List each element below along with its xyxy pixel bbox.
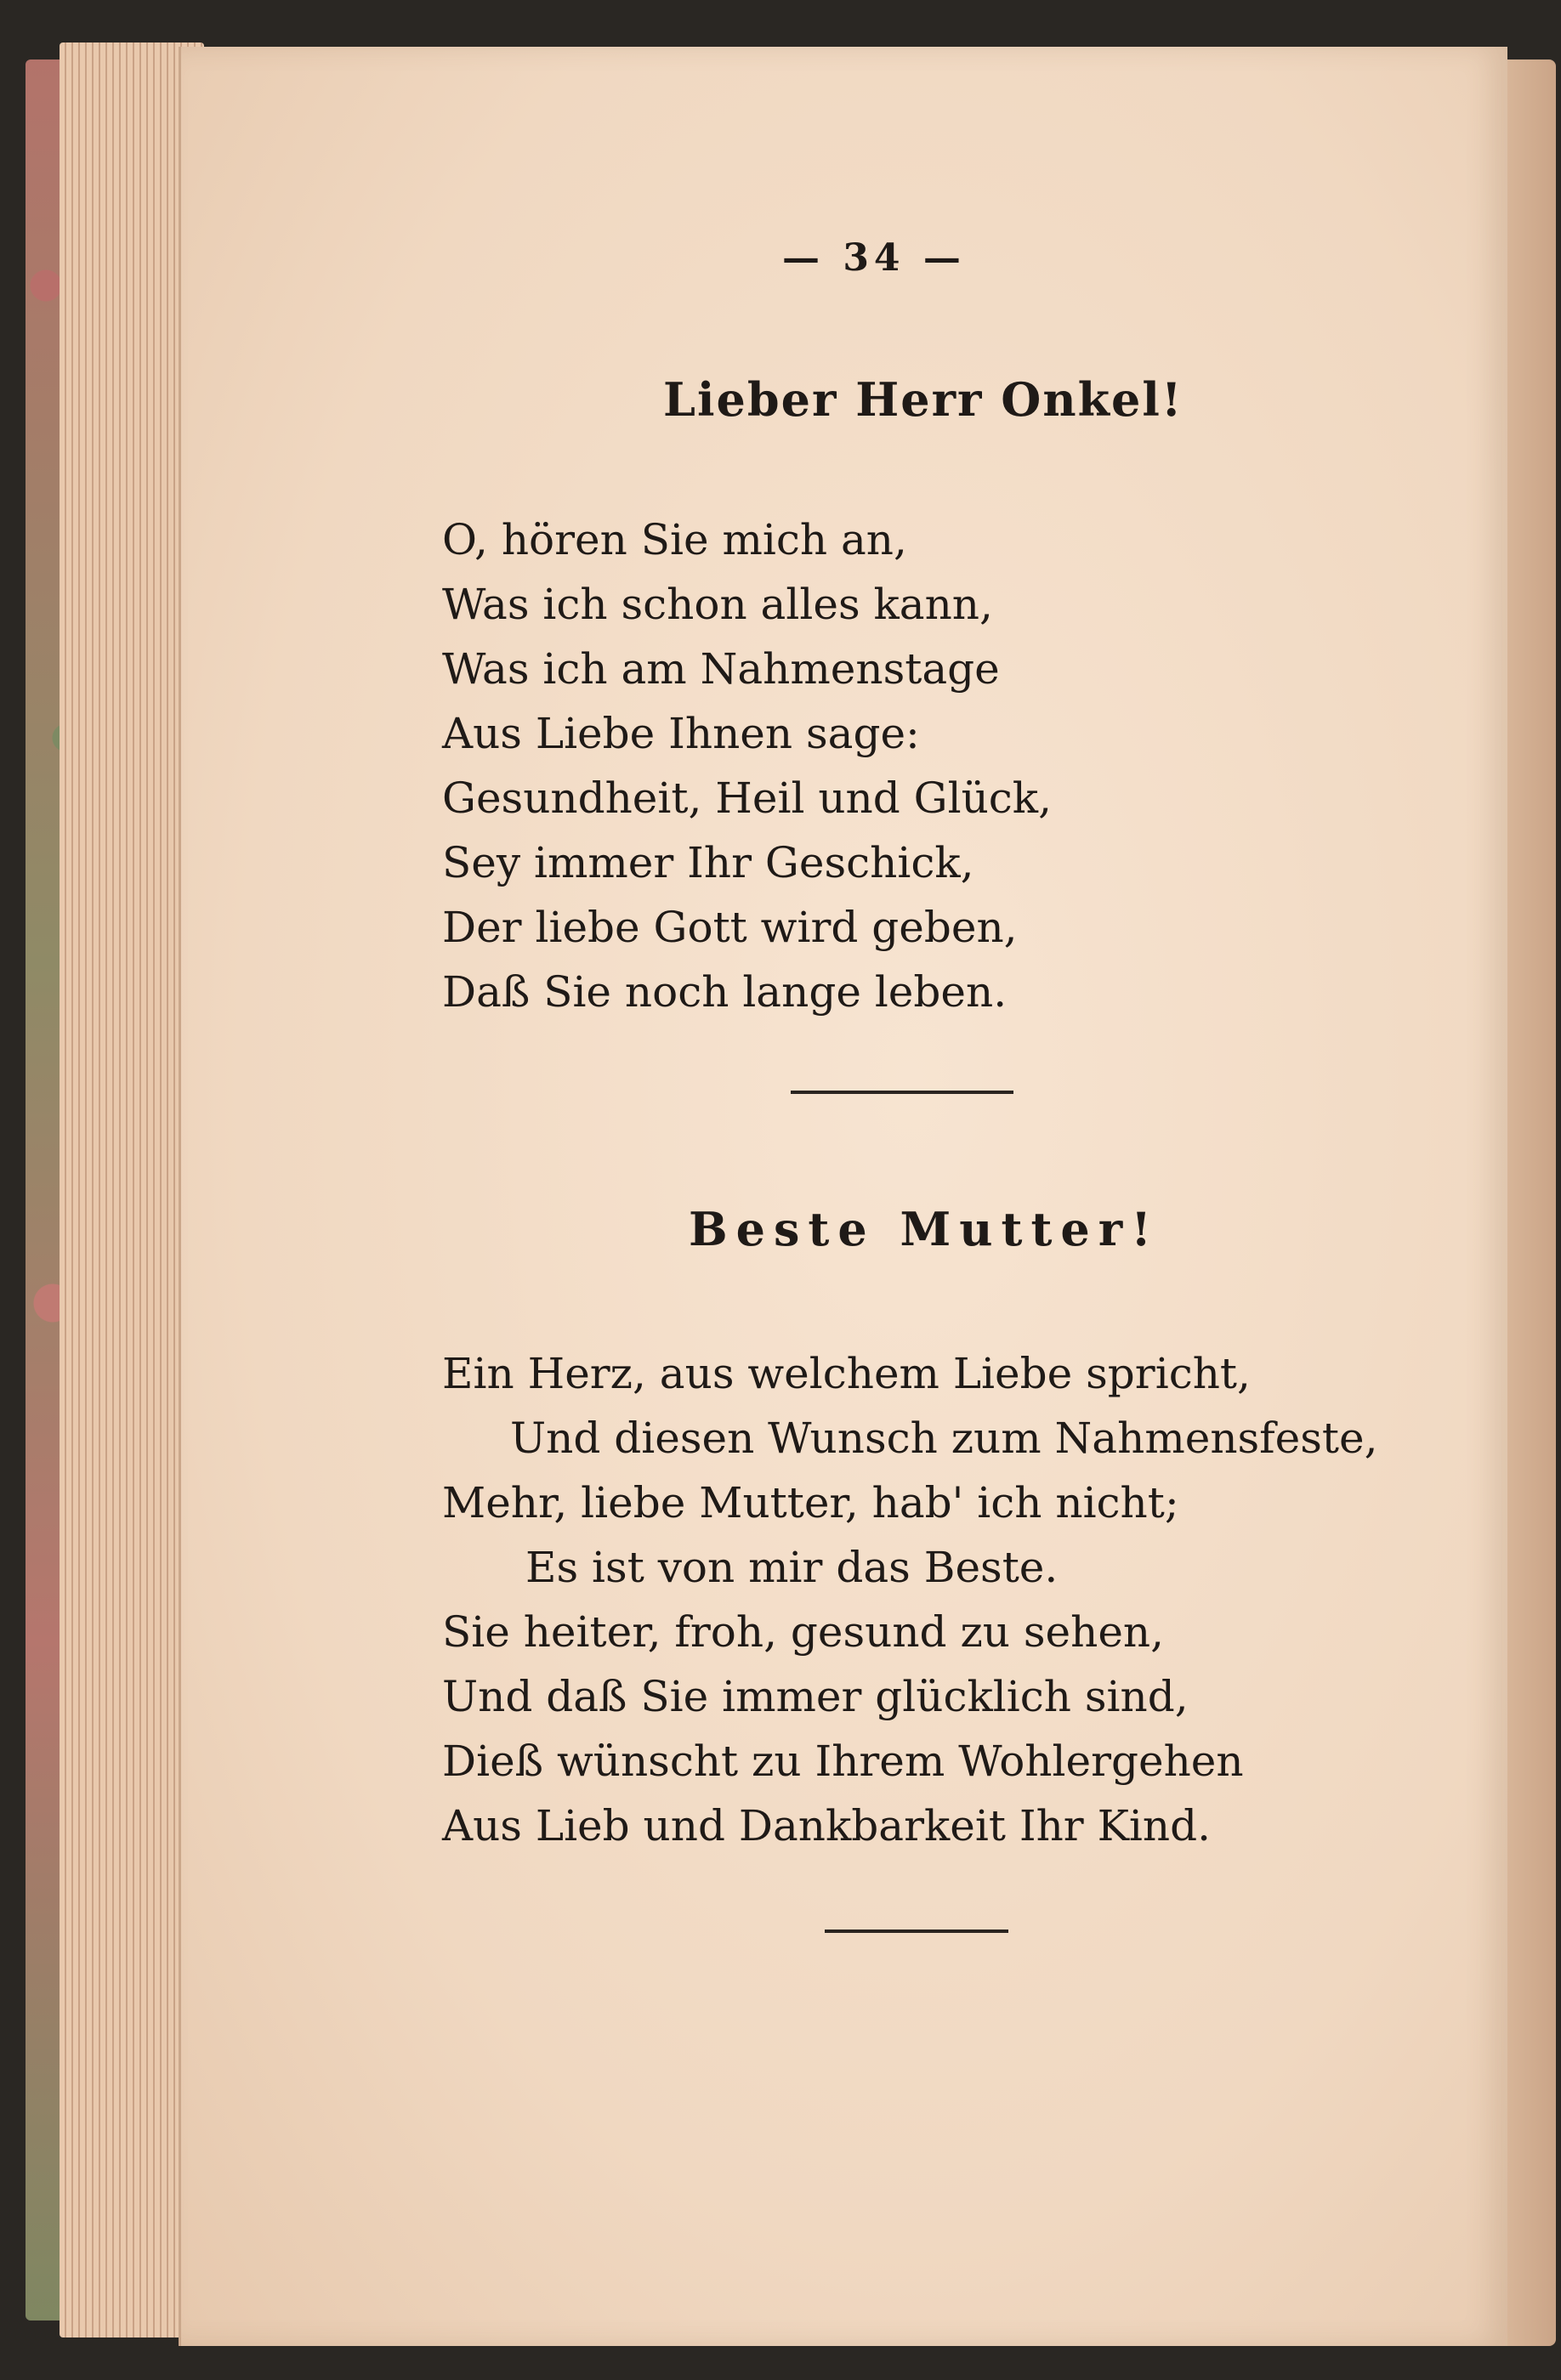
poem-1-line: O, hören Sie mich an, [442,515,907,564]
poem-1-line: Was ich schon alles kann, [442,580,993,629]
poem-1-line: Sey immer Ihr Geschick, [442,838,974,887]
poem-2-line: Ein Herz, aus welchem Liebe spricht, [442,1349,1251,1398]
poem-2-line: Sie heiter, froh, gesund zu sehen, [442,1607,1165,1657]
poem-1-line: Aus Liebe Ihnen sage: [442,709,920,758]
page-number: — 34 — [782,236,966,280]
section-divider [791,1091,1013,1094]
poem-1-stanza [442,507,1052,1024]
poem-2-line: Dieß wünscht zu Ihrem Wohlergehen [442,1737,1244,1786]
next-page-edge [1505,60,1556,2346]
poem-1-line: Was ich am Nahmenstage [442,644,1000,694]
poem-2-title: Beste Mutter! [689,1202,1160,1256]
poem-1-title: Lieber Herr Onkel! [663,372,1184,427]
end-divider [825,1930,1008,1933]
poem-2-line: Und diesen Wunsch zum Nahmensfeste, [510,1414,1378,1463]
poem-2-line: Mehr, liebe Mutter, hab' ich nicht; [442,1478,1179,1527]
poem-2-line: Und daß Sie immer glücklich sind, [442,1672,1189,1721]
poem-2-line: Es ist von mir das Beste. [525,1543,1059,1592]
poem-1-line: Daß Sie noch lange leben. [442,967,1008,1017]
poem-1-line: Gesundheit, Heil und Glück, [442,774,1052,823]
poem-1-line: Der liebe Gott wird geben, [442,903,1018,952]
poem-2-stanza [442,1341,1378,1858]
poem-2-line: Aus Lieb und Dankbarkeit Ihr Kind. [442,1801,1212,1850]
